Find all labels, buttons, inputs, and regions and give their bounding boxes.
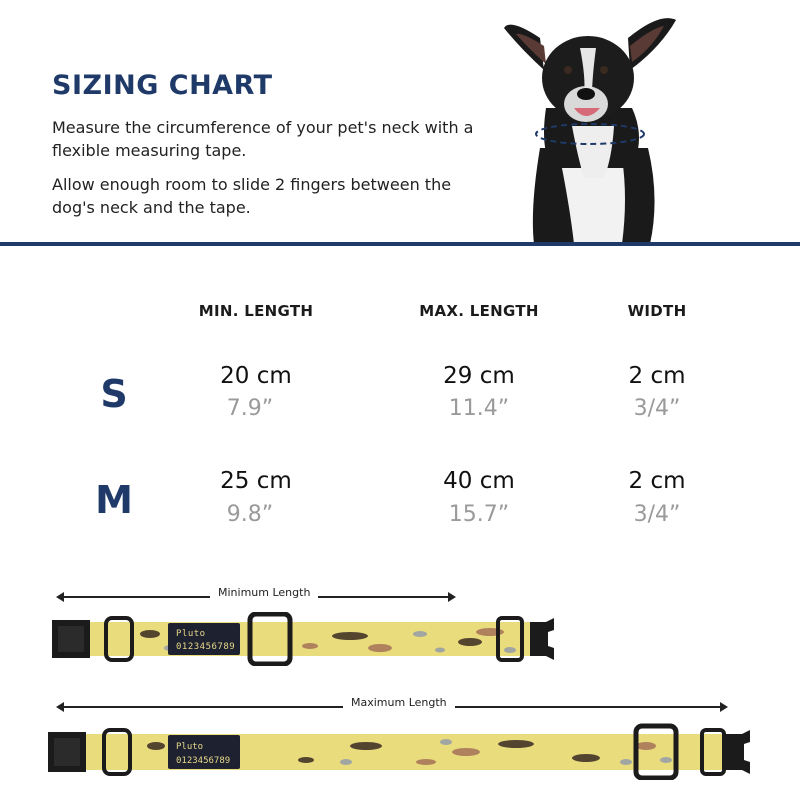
min-length-label: Minimum Length [210, 586, 318, 599]
instruction-fingers: Allow enough room to slide 2 fingers between the dog's neck and the tape. [52, 175, 452, 217]
header-divider [0, 242, 800, 246]
size-label-m: M [95, 478, 133, 522]
arrow-right-icon [448, 592, 456, 602]
s-min-in: 7.9” [226, 396, 274, 421]
tag-phone-max: 0123456789 [176, 756, 231, 766]
m-min-cm: 25 cm [220, 468, 292, 494]
m-min-in: 9.8” [226, 502, 274, 527]
m-max-in: 15.7” [448, 502, 510, 527]
max-length-measure [56, 696, 728, 716]
column-min-length: MIN. LENGTH [198, 302, 314, 320]
tag-phone-min: 0123456789 [176, 642, 236, 652]
header [0, 0, 800, 244]
dog-illustration [500, 8, 680, 244]
tag-name-max: Pluto [176, 742, 204, 752]
s-min-cm: 20 cm [220, 363, 292, 389]
column-width: WIDTH [627, 302, 687, 320]
min-length-measure [56, 586, 456, 606]
arrow-right-icon [720, 702, 728, 712]
max-length-label: Maximum Length [343, 696, 455, 709]
column-max-length: MAX. LENGTH [419, 302, 539, 320]
tag-name-min: Pluto [176, 629, 206, 639]
size-label-s: S [100, 372, 128, 416]
s-max-in: 11.4” [448, 396, 510, 421]
s-width-in: 3/4” [633, 396, 681, 421]
collar-max-illustration [46, 722, 766, 780]
instruction-measure: Measure the circumference of your pet's neck with a flexible measuring tape. [52, 118, 474, 160]
page-title: SIZING CHART [52, 70, 273, 101]
s-max-cm: 29 cm [443, 363, 515, 389]
m-width-cm: 2 cm [628, 468, 686, 494]
m-max-cm: 40 cm [443, 468, 515, 494]
s-width-cm: 2 cm [628, 363, 686, 389]
m-width-in: 3/4” [633, 502, 681, 527]
collar-min-illustration [50, 612, 560, 666]
